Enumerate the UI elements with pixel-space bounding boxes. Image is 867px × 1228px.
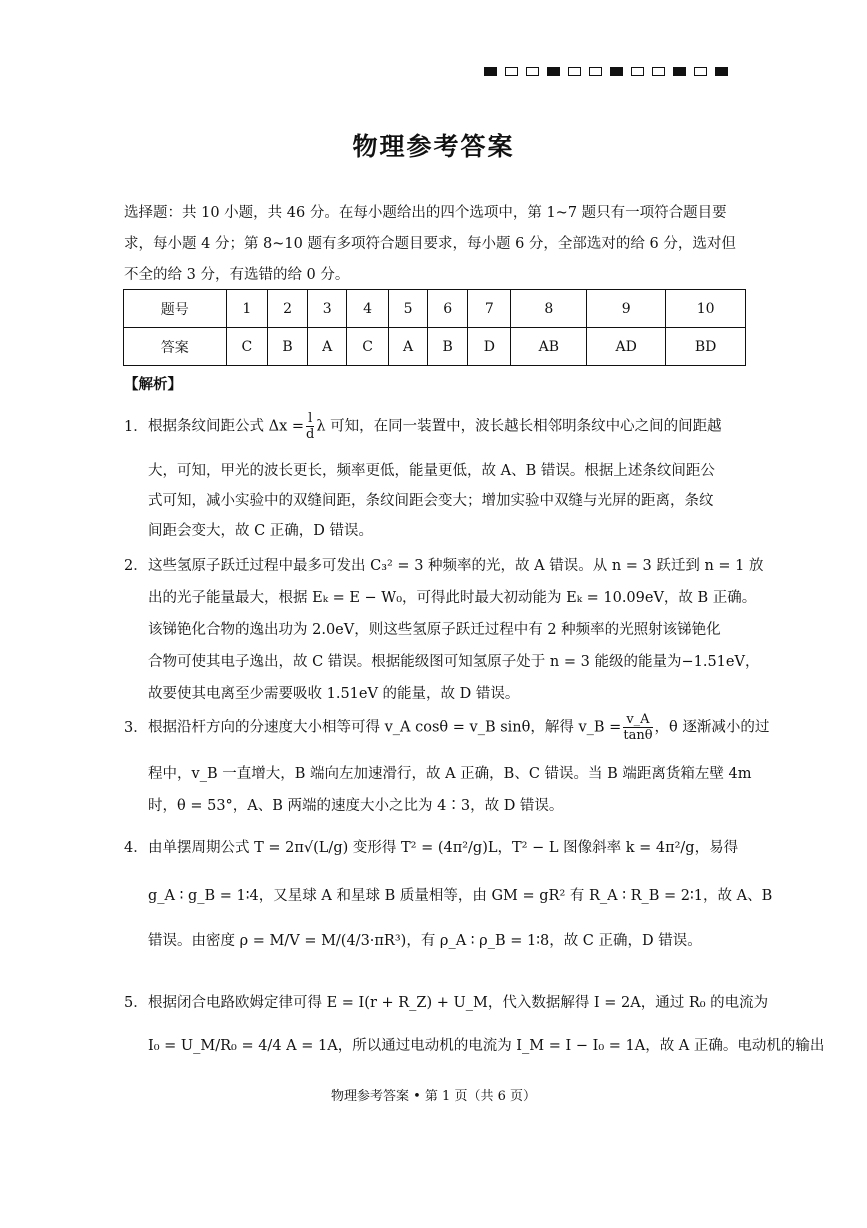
question-number: 5 bbox=[388, 290, 427, 328]
mark-filled bbox=[673, 67, 686, 76]
page-footer: 物理参考答案 • 第 1 页（共 6 页） bbox=[330, 1089, 536, 1104]
answer-cell: B bbox=[268, 328, 308, 366]
fraction-denominator: tanθ bbox=[623, 728, 653, 743]
answer-cell: C bbox=[226, 328, 267, 366]
page-title: 物理参考答案 bbox=[352, 132, 515, 161]
answer-cell: D bbox=[468, 328, 511, 366]
mark-filled bbox=[715, 67, 728, 76]
item-text: 由单摆周期公式 T = 2π√(L/g) 变形得 T² = (4π²/g)L，T² − L 图像斜率 k = 4π²/g，易得 bbox=[148, 840, 739, 856]
mark-filled bbox=[484, 67, 497, 76]
mark-empty bbox=[526, 67, 539, 76]
answer-cell: A bbox=[308, 328, 347, 366]
fraction-numerator: v_A bbox=[623, 712, 652, 728]
item-line: 出的光子能量最大，根据 Eₖ = E − W₀，可得此时最大初动能为 Eₖ = 10.09eV，故 B 正确。 bbox=[148, 590, 757, 606]
item-text: ，θ 逐渐减小的过 bbox=[654, 719, 770, 736]
item-line: 程中，v_B 一直增大，B 端向左加速滑行，故 A 正确，B、C 错误。当 B 端距离货箱左壁 4m bbox=[148, 766, 752, 782]
question-number: 2 bbox=[268, 290, 308, 328]
item-number: 3． bbox=[124, 719, 148, 736]
item-number: 2． bbox=[124, 558, 148, 574]
mark-filled bbox=[547, 67, 560, 76]
item-text: 根据沿杆方向的分速度大小相等可得 v_A cosθ = v_B sinθ，解得 v_B = bbox=[148, 719, 622, 736]
fraction bbox=[623, 712, 652, 743]
item-line: 故要使其电离至少需要吸收 1.51eV 的能量，故 D 错误。 bbox=[148, 686, 520, 702]
answer-cell: BD bbox=[666, 328, 746, 366]
answer-cell: AB bbox=[511, 328, 587, 366]
item-line: 时，θ = 53°，A、B 两端的速度大小之比为 4∶3，故 D 错误。 bbox=[148, 798, 564, 814]
mark-empty bbox=[631, 67, 644, 76]
question-number: 1 bbox=[226, 290, 267, 328]
item-line bbox=[124, 411, 722, 442]
item-text: 根据闭合电路欧姆定律可得 E = I(r + R_Z) + U_M，代入数据解得 I = 2A，通过 R₀ 的电流为 bbox=[148, 995, 769, 1011]
item-number: 4． bbox=[124, 840, 148, 856]
row-label: 题号 bbox=[124, 290, 227, 328]
item-line bbox=[124, 836, 738, 857]
item-text: λ 可知，在同一装置中，波长越长相邻明条纹中心之间的间距越 bbox=[316, 418, 722, 435]
item-line: 错误。由密度 ρ = M/V = M/(4/3·πR³)，有 ρ_A ∶ ρ_B = 1∶8，故 C 正确，D 错误。 bbox=[148, 933, 702, 949]
table-row bbox=[124, 290, 746, 328]
item-number: 1． bbox=[124, 418, 148, 435]
question-number: 8 bbox=[511, 290, 587, 328]
question-number: 4 bbox=[347, 290, 388, 328]
mark-empty bbox=[652, 67, 665, 76]
header-marks bbox=[484, 67, 728, 76]
mark-empty bbox=[589, 67, 602, 76]
item-text: 这些氢原子跃迁过程中最多可发出 C₃² = 3 种频率的光，故 A 错误。从 n = 3 跃迁到 n = 1 放 bbox=[148, 558, 764, 574]
question-number: 7 bbox=[468, 290, 511, 328]
fraction-denominator: d bbox=[306, 427, 315, 442]
item-number: 5． bbox=[124, 995, 148, 1011]
answer-cell: C bbox=[347, 328, 388, 366]
item-line: 间距会变大，故 C 正确，D 错误。 bbox=[148, 523, 374, 539]
mark-filled bbox=[610, 67, 623, 76]
item-line: 式可知，减小实验中的双缝间距，条纹间距会变大；增加实验中双缝与光屏的距离，条纹 bbox=[148, 493, 714, 509]
question-number: 3 bbox=[308, 290, 347, 328]
answer-table bbox=[123, 289, 746, 366]
answer-cell: B bbox=[428, 328, 468, 366]
analysis-heading: 【解析】 bbox=[124, 377, 182, 393]
question-number: 10 bbox=[666, 290, 746, 328]
mark-empty bbox=[505, 67, 518, 76]
question-number: 9 bbox=[587, 290, 666, 328]
item-text: 根据条纹间距公式 Δx = bbox=[148, 418, 305, 435]
item-line: 合物可使其电子逸出，故 C 错误。根据能级图可知氢原子处于 n = 3 能级的能量为−1.51eV， bbox=[148, 654, 760, 670]
fraction-numerator: l bbox=[306, 411, 314, 427]
answer-cell: A bbox=[388, 328, 427, 366]
mark-empty bbox=[694, 67, 707, 76]
answer-cell: AD bbox=[587, 328, 666, 366]
intro-text: 选择题：共 10 小题，共 46 分。在每小题给出的四个选项中，第 1~7 题只有一项符合题目要求，每小题 4 分；第 8~10 题有多项符合题目要求，每小题 6 分，全部选对的给 6 分，选对但不全的给 3 分，有选错的给 0 分。 bbox=[124, 205, 736, 283]
question-number: 6 bbox=[428, 290, 468, 328]
row-label: 答案 bbox=[124, 328, 227, 366]
fraction bbox=[306, 411, 314, 442]
item-line bbox=[124, 991, 768, 1012]
mark-empty bbox=[568, 67, 581, 76]
item-line: 大，可知，甲光的波长更长，频率更低，能量更低，故 A、B 错误。根据上述条纹间距公 bbox=[148, 463, 715, 479]
table-row bbox=[124, 328, 746, 366]
item-line: g_A ∶ g_B = 1∶4，又星球 A 和星球 B 质量相等，由 GM = gR² 有 R_A ∶ R_B = 2∶1，故 A、B bbox=[148, 888, 773, 904]
item-line: 该锑铯化合物的逸出功为 2.0eV，则这些氢原子跃迁过程中有 2 种频率的光照射该锑铯化 bbox=[148, 622, 721, 638]
item-line bbox=[124, 554, 764, 575]
item-line: I₀ = U_M/R₀ = 4/4 A = 1A，所以通过电动机的电流为 I_M = I − I₀ = 1A，故 A 正确。电动机的输出 bbox=[148, 1038, 825, 1054]
item-line bbox=[124, 712, 769, 743]
